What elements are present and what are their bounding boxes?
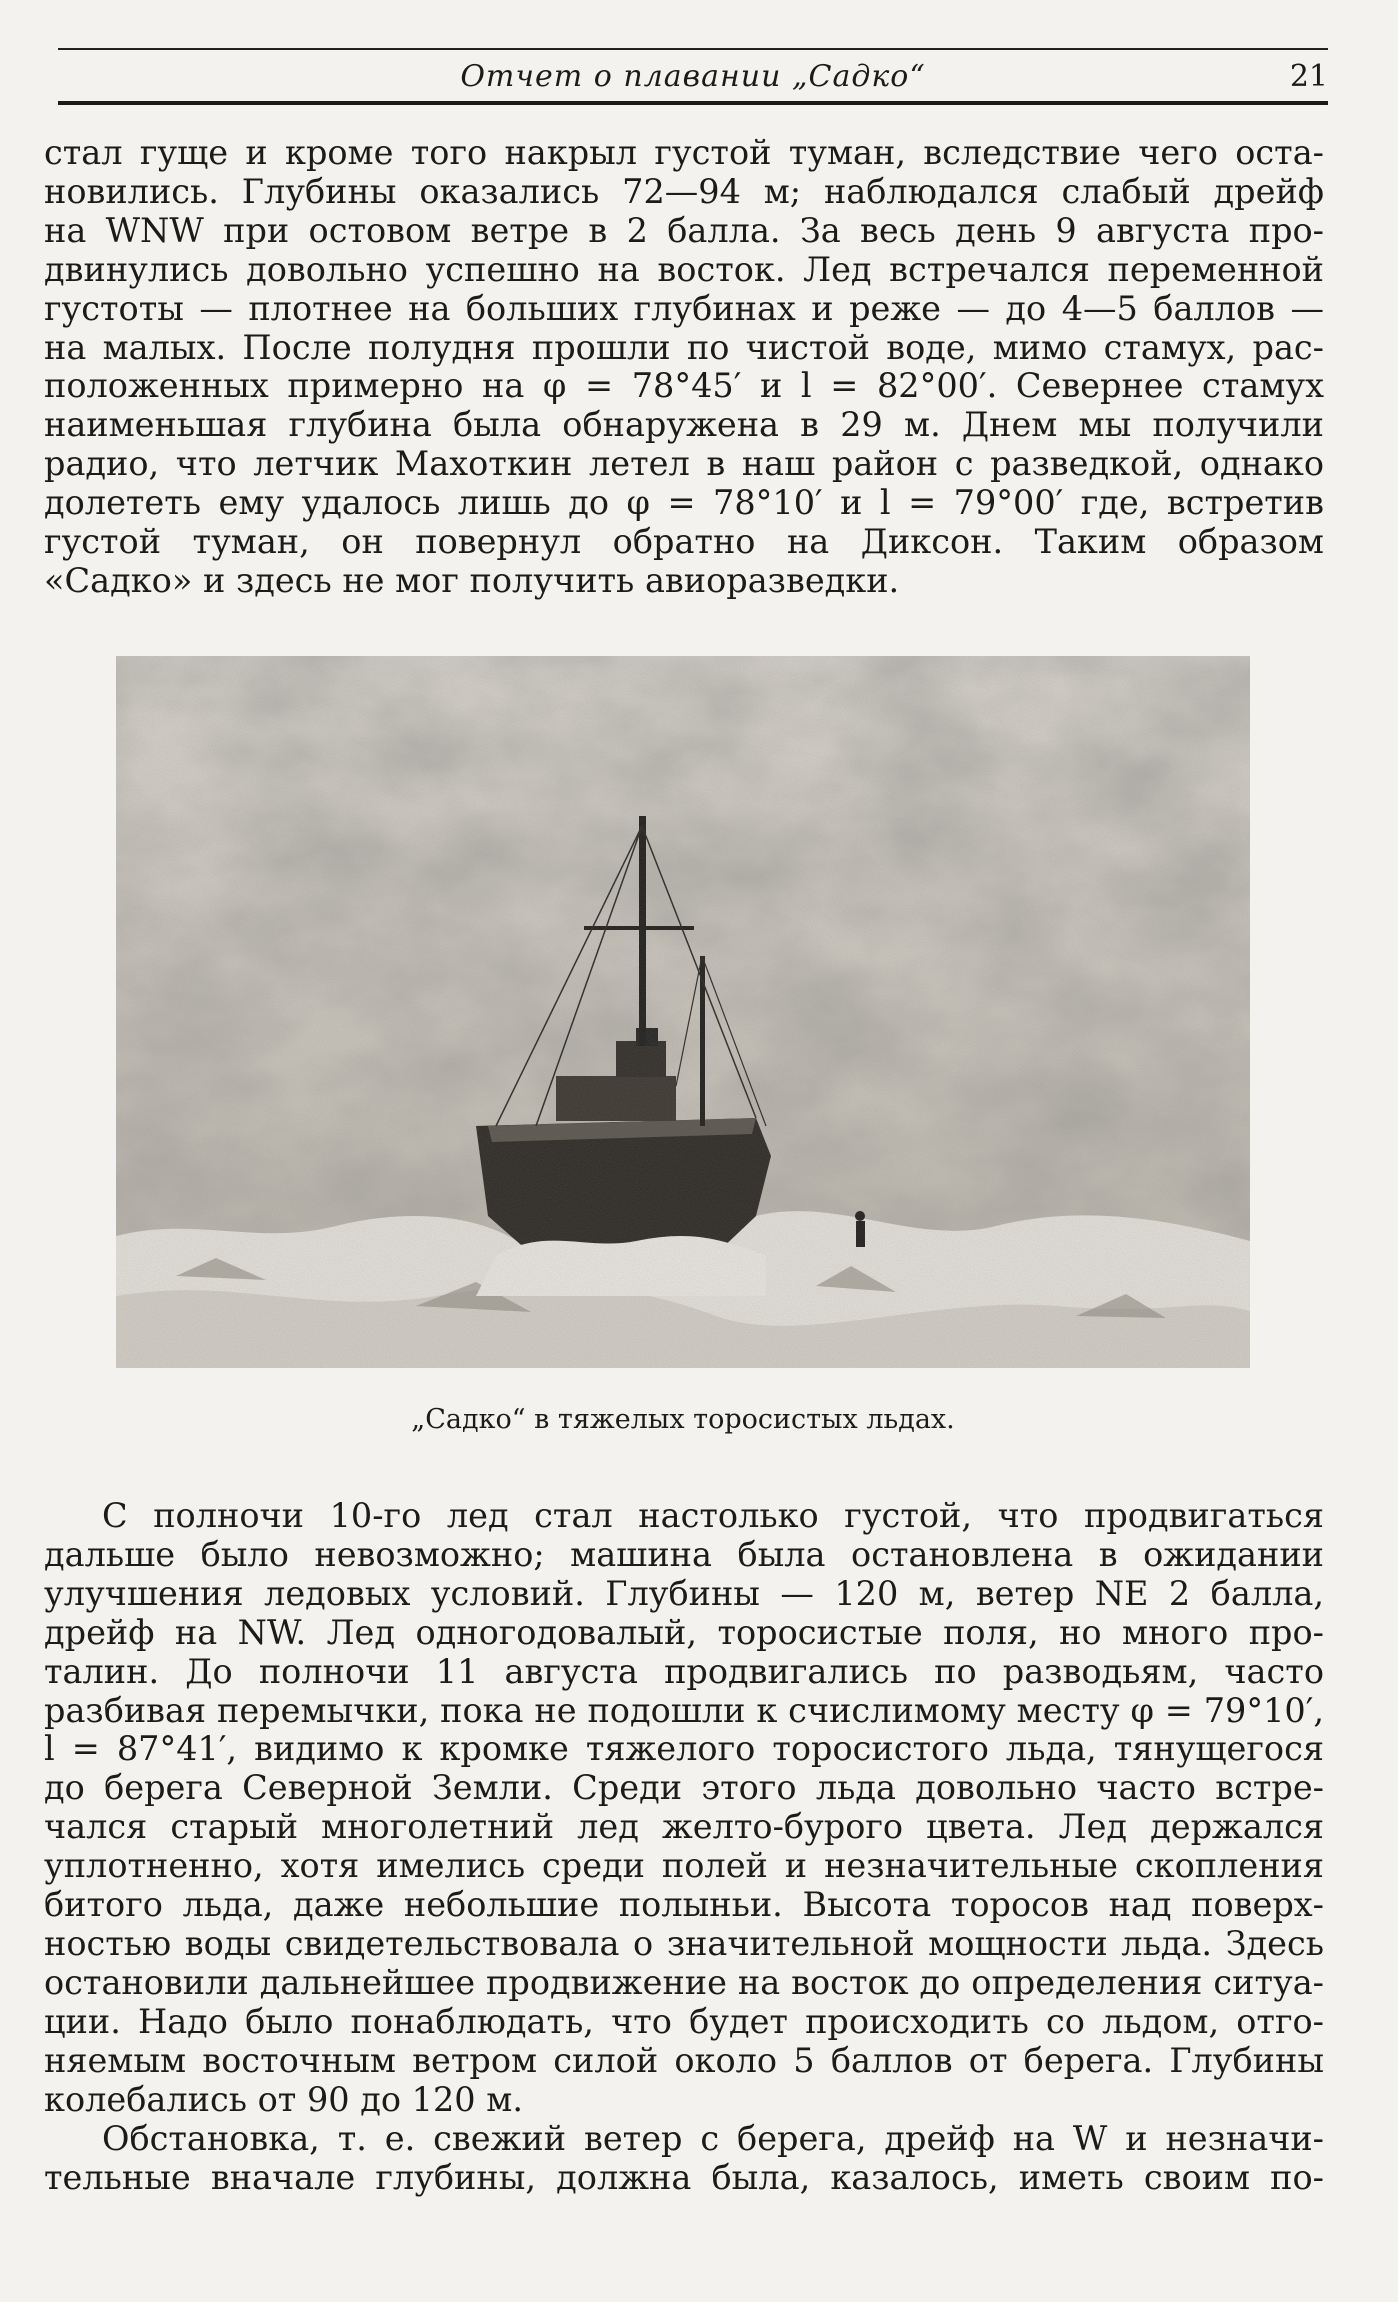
paragraph-1 xyxy=(44,134,1324,601)
text-line: битого льда, даже небольшие полыньи. Высота торосов над поверх- xyxy=(44,1885,1324,1925)
text-line: талин. До полночи 11 августа продвигались по разводьям, часто xyxy=(44,1651,1324,1691)
header-top-rule xyxy=(58,48,1328,50)
page-number: 21 xyxy=(1289,59,1328,94)
text-line: няемым восточным ветром силой около 5 баллов от берега. Глубины xyxy=(44,2040,1324,2080)
text-line: густоты — плотнее на больших глубинах и реже — до 4—5 баллов — xyxy=(44,288,1324,328)
text-line: новились. Глубины оказались 72—94 м; наблюдался слабый дрейф xyxy=(44,171,1324,211)
text-line: на малых. После полудня прошли по чистой воде, мимо стамух, рас- xyxy=(44,327,1324,367)
paragraph-3 xyxy=(44,2120,1324,2198)
text-line: остановили дальнейшее продвижение на восток до определения ситуа- xyxy=(44,1962,1324,2002)
text-line: уплотненно, хотя имелись среди полей и незначительные скопления xyxy=(44,1846,1324,1886)
text-line: ции. Надо было понаблюдать, что будет происходить со льдом, отго- xyxy=(44,2001,1324,2041)
text-line: стал гуще и кроме того накрыл густой туман, вследствие чего оста- xyxy=(44,133,1324,172)
text-line: положенных примерно на φ = 78°45′ и l = 82°00′. Севернее стамух xyxy=(44,366,1324,406)
text-line: колебались от 90 до 120 м. xyxy=(44,2079,523,2119)
text-line: двинулись довольно успешно на восток. Лед встречался переменной xyxy=(44,249,1324,289)
paragraph-2 xyxy=(44,1497,1324,2120)
text-line: С полночи 10-го лед стал настолько густой, что продвигаться xyxy=(102,1496,1324,1535)
text-line: «Садко» и здесь не мог получить авиоразведки. xyxy=(44,560,900,600)
text-line: ностью воды свидетельствовала о значительной мощности льда. Здесь xyxy=(44,1923,1324,1963)
text-line: дрейф на NW. Лед одногодовалый, торосистые поля, но много про- xyxy=(44,1612,1324,1652)
photo-illustration xyxy=(116,656,1250,1368)
text-line: l = 87°41′, видимо к кромке тяжелого торосистого льда, тянущегося xyxy=(44,1729,1324,1769)
text-line: наименьшая глубина была обнаружена в 29 м. Днем мы получили xyxy=(44,405,1324,445)
text-line: улучшения ледовых условий. Глубины — 120 м, ветер NE 2 балла, xyxy=(44,1573,1324,1613)
text-line: долететь ему удалось лишь до φ = 78°10′ и l = 79°00′ где, встретив xyxy=(44,483,1324,523)
text-line: радио, что летчик Махоткин летел в наш район с разведкой, однако xyxy=(44,444,1324,484)
running-header xyxy=(58,56,1328,98)
text-line: Обстановка, т. е. свежий ветер с берега, дрейф на W и незначи- xyxy=(102,2119,1324,2158)
text-line: до берега Северной Земли. Среди этого льда довольно часто встре- xyxy=(44,1768,1324,1808)
text-line: разбивая перемычки, пока не подошли к счислимому месту φ = 79°10′, xyxy=(44,1690,1324,1730)
figure-caption: „Садко“ в тяжелых торосистых льдах. xyxy=(411,1404,955,1435)
text-line: дальше было невозможно; машина была остановлена в ожидании xyxy=(44,1534,1324,1574)
text-line: чался старый многолетний лед желто-бурого цвета. Лед держался xyxy=(44,1807,1324,1847)
running-title: Отчет о плавании „Садко“ xyxy=(460,59,926,94)
text-line: на WNW при остовом ветре в 2 балла. За весь день 9 августа про- xyxy=(44,210,1324,250)
text-line: тельные вначале глубины, должна была, казалось, иметь своим по- xyxy=(44,2157,1324,2197)
header-bottom-rule xyxy=(58,101,1328,105)
ship-in-ice-photo xyxy=(116,656,1250,1368)
text-line: густой туман, он повернул обратно на Диксон. Таким образом xyxy=(44,522,1324,562)
